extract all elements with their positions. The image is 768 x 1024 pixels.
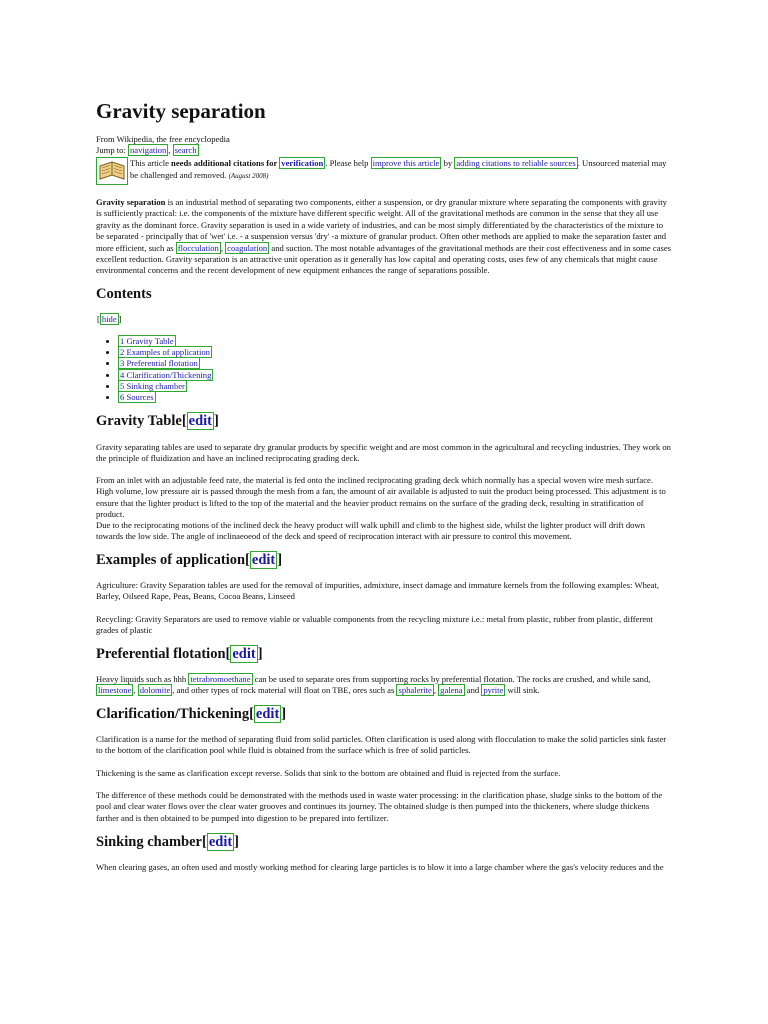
gravity-table-p2: From an inlet with an adjustable feed rate, the material is fed onto the inclined reciprocating grading deck which normally has a special woven wire mesh surface. High volume, low pressure air is passed through the mesh from a fan, the amount of air available is adjusted to suit the product being processed. This adjustment is to ensure that the lighter product is lifted to the top of the material and the heavier product remains on the surface of the grading deck, resulting in stratification of product.: [96, 475, 666, 520]
flotation-text-6: and: [464, 685, 482, 696]
sphalerite-link[interactable]: sphalerite: [398, 685, 432, 696]
jump-separator: ,: [168, 145, 171, 155]
intro-text-3: and suction. The most notable advantages of the gravitational methods are their cost effectiveness and in some cases excellent reduction. Gravity separation is an attractive unit operation as it generally has low capital and operating costs, uses few of any chemicals that might cause environmental concerns and the recent development of new equipment enhances the range of separations possible.: [96, 242, 672, 276]
examples-p2: Recycling: Gravity Separators are used to remove viable or valuable components from the recycling mixture i.e.: metal from plastic, rubber from plastic, different grades of plastic: [96, 614, 653, 636]
heading-text: Preferential flotation: [96, 646, 226, 662]
notice-text-3: by: [441, 158, 455, 168]
toc-item: [118, 392, 213, 403]
verification-link[interactable]: verification: [281, 158, 324, 168]
toc-link-sources[interactable]: 6 Sources: [120, 392, 154, 403]
section-heading-gravity-table: [96, 413, 219, 430]
heading-text: Examples of application: [96, 552, 246, 568]
intro-bold: Gravity separation: [96, 197, 166, 207]
jump-navigation-link[interactable]: navigation: [130, 145, 167, 155]
tetrabromoethane-link[interactable]: tetrabromoethane: [190, 674, 251, 684]
flotation-text-7: will sink.: [505, 685, 540, 696]
notice-date: (August 2008): [228, 171, 269, 180]
intro-text-1: is an industrial method of separating two components, either a suspension, or dry granular mixture where separating the components with gravity is sufficiently practical: i.e. the components of the mixture have different specific weight. All of the gravitational methods are common in the sense that they all use gravity as the dominant force. Gravity separation is used in a wide variety of industries, and can be most simply differentiated by the characteristics of the mixture to be separated - principally that of 'wet' i.e. - a suspension versus 'dry' -a mixture of granular product. Often other methods are applied to make the separation faster and more efficient, such as: [96, 197, 667, 253]
limestone-link[interactable]: limestone: [98, 685, 132, 696]
flotation-text-1: Heavy liquids such as hhh: [96, 674, 189, 684]
toc-item: [118, 358, 213, 369]
toc-link-sinking-chamber[interactable]: 5 Sinking chamber: [120, 380, 185, 391]
adding-citations-link[interactable]: adding citations to reliable sources: [456, 158, 576, 168]
edit-bracket-close: ]: [214, 413, 219, 429]
notice-text-2: . Please help: [325, 158, 371, 168]
dolomite-link[interactable]: dolomite: [139, 685, 171, 696]
toc-bracket-close: ]: [118, 314, 122, 324]
edit-bracket-close: ]: [234, 834, 240, 850]
edit-bracket-open: [: [201, 834, 207, 850]
improve-article-link[interactable]: improve this article: [372, 158, 440, 168]
flotation-text-3: ,: [133, 685, 138, 696]
edit-link-gravity-table[interactable]: edit: [188, 413, 213, 429]
toc-link-gravity-table[interactable]: 1 Gravity Table: [120, 336, 174, 346]
contents-heading: Contents: [96, 286, 152, 302]
edit-link-flotation[interactable]: edit: [232, 646, 256, 662]
edit-link-sinking-chamber[interactable]: edit: [208, 834, 233, 850]
article-subtitle: [96, 134, 230, 156]
clarification-p3: The difference of these methods could be demonstrated with the methods used in waste water processing: in the clarification phase, sludge sinks to the bottom of the pool and clear water flows over the clear water grooves and continues its journey. The obtained sludge is then pumped into the thickeners, where sludge thickens farther and is then obtained to be pumped into digestion to be prepared into fertilizer.: [96, 790, 663, 823]
toc-link-clarification[interactable]: 4 Clarification/Thickening: [120, 369, 212, 380]
notice-text-1: This article: [130, 158, 172, 168]
jump-links: [96, 145, 230, 156]
toc-link-examples[interactable]: 2 Examples of application: [120, 347, 210, 358]
clarification-p2: Thickening is the same as clarification except reverse. Solids that sink to the bottom are obtained and fluid is rejected from the surface.: [96, 768, 561, 778]
clarification-p1: Clarification is a name for the method of separating fluid from solid particles. Often clarification is used along with flocculation to make the solid particles sink faster to the bottom of the clarification pool while fluid is obtained from the surface which is free of solid particles.: [96, 734, 667, 756]
intro-text-2: ,: [220, 242, 226, 253]
book-icon: [96, 157, 128, 185]
edit-link-clarification[interactable]: edit: [255, 706, 280, 722]
heading-text: Clarification/Thickening: [96, 706, 250, 722]
page-title: Gravity separation: [96, 99, 266, 123]
edit-bracket-open: [: [225, 646, 231, 662]
edit-bracket-close: ]: [257, 646, 263, 662]
heading-text: Sinking chamber: [96, 834, 202, 850]
toc-hide-link[interactable]: hide: [101, 314, 117, 324]
examples-p1: Agriculture: Gravity Separation tables are used for the removal of impurities, admixture, insect damage and immature kernels from the following examples: Wheat, Barley, Oilseed Rape, Peas, Beans, Cocoa Beans, Linseed: [96, 580, 660, 602]
intro-paragraph: [96, 197, 672, 277]
site-sub: From Wikipedia, the free encyclopedia: [96, 134, 230, 144]
galena-link[interactable]: galena: [440, 685, 463, 696]
toc-toggle: [97, 314, 122, 324]
section-heading-examples: [96, 552, 282, 569]
jump-search-link[interactable]: search: [174, 145, 197, 155]
coagulation-link[interactable]: coagulation: [227, 242, 268, 253]
flotation-text-4: , and other types of rock material will float on TBE, ores such as: [172, 685, 397, 696]
flocculation-link[interactable]: flocculation: [177, 242, 219, 253]
section-heading-clarification: [96, 706, 286, 723]
gravity-table-p3: Due to the reciprocating motions of the inclined deck the heavy product will walk uphill and climb to the highest side, whilst the lighter product will drift down towards the low side. The angle of inclinaeoeod of the deck and speed of reciprocation interact with air pressure to control this movement.: [96, 520, 645, 542]
edit-link-examples[interactable]: edit: [251, 552, 276, 568]
edit-bracket-close: ]: [281, 706, 287, 722]
section-heading-sinking-chamber: [96, 834, 239, 851]
flotation-text-5: ,: [433, 685, 439, 696]
edit-bracket-close: ]: [277, 552, 283, 568]
jump-to-label: Jump to:: [96, 145, 126, 155]
edit-bracket-open: [: [245, 552, 250, 568]
toc-list: [106, 336, 213, 403]
gravity-table-p1: Gravity separating tables are used to separate dry granular products by specific weight and are most common in the agricultural and recycling industries. They work on the principle of fluidization and have an inclined reciprocating grading deck.: [96, 442, 671, 464]
notice-text-4: . Unsourced material may be challenged and removed.: [130, 158, 667, 180]
edit-bracket-open: [: [249, 706, 254, 722]
notice-bold: needs additional citations for: [171, 158, 280, 168]
flotation-paragraph: [96, 674, 672, 697]
toc-bracket-open: [: [97, 314, 100, 324]
flotation-text-2: can be used to separate ores from supporting rocks by preferential flotation. The rocks are crushed, and while sand,: [252, 674, 651, 684]
pyrite-link[interactable]: pyrite: [483, 685, 504, 696]
notice-text: [130, 158, 670, 182]
section-heading-flotation: [96, 646, 263, 663]
edit-bracket-open: [: [181, 413, 187, 429]
heading-text: Gravity Table: [96, 413, 182, 429]
sinking-chamber-p1: When clearing gases, an often used and mostly working method for clearing large particles is to blow it into a large chamber where the gas's velocity reduces and the: [96, 862, 664, 872]
toc-link-preferential-flotation[interactable]: 3 Preferential flotation: [120, 358, 198, 369]
